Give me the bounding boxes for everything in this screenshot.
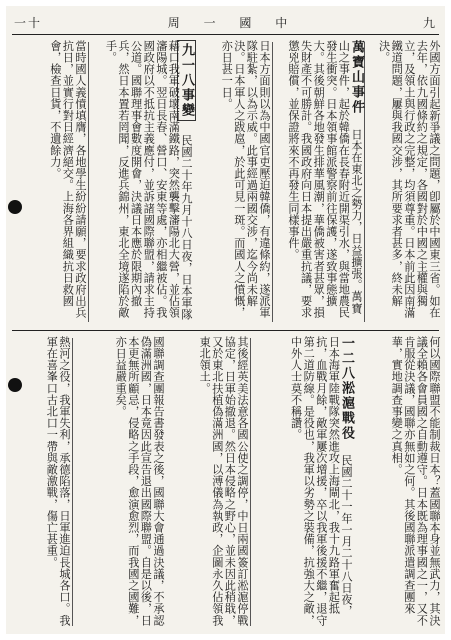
lower-column-e: 熱河之役，我軍失利，承德陷落，日軍進迫長城各口。我軍在喜峯口古北口一帶與敵激戰，傷亡甚重。 xyxy=(45,336,71,626)
upper-column-a: 外國方面引起新爭議之問題，卽屬於中國東三省。如在去年，依九國條約之規定，各國對於中國之主權與獨立，及領土與行政之完整，均須尊重。日本前此因南滿鐵道問題，屢與我國交涉，其所要求者甚多，終未解決。 xyxy=(377,40,441,319)
column-divider xyxy=(364,42,365,322)
section-heading-918: 九一八事變 xyxy=(177,40,196,121)
upper-column-d-text: 民國二十年九月十八日夜，日本軍隊藉口我軍破壞南滿鐵路，突然襲擊瀋陽北大營，並佔領瀋陽城。翌日長春、營口、安東等處，亦相繼被佔。我國政府以不抵抗主義應付，並訴諸國際聯盟，請求主持公道。國聯理事會數度開會，決議日本應於限期內撤兵，然日本置若罔聞，反進兵錦州，東北全境遂陷於敵手。 xyxy=(104,40,193,321)
newspaper-page xyxy=(6,6,445,634)
column-divider xyxy=(272,42,273,322)
binding-hole xyxy=(8,378,22,392)
lower-column-c: 其後經英美法意各國公使之調停，中日兩國簽訂淞滬停戰協定，日軍始撤退。然日本侵略之野心，並未因此稍戢，又於東北扶植偽滿洲國，以溥儀為執政，企圖永久佔領我東北領土。 xyxy=(198,336,249,626)
upper-column-b-text: 日本在東北之勢力，日益擴張。萬寶山之事件，起於韓僑在長春附近開渠引水，與當地農民發生衝突。日本領事館派警察前往保護，遂致事態擴大。其後朝鮮各地發生排華風潮，華僑被害者甚眾，損失財產不可勝計。我國政府向日本提出嚴重抗議，要求懲兇賠償，並保證將來不再發生同樣事件。 xyxy=(287,40,363,319)
upper-column-b xyxy=(276,40,362,324)
lower-column-b xyxy=(254,336,352,628)
lower-column-d: 國聯調查團報告書發表之後，國聯大會通過決議，不承認偽滿洲國，日本竟因此宣告退出國際聯盟。自是以後，日本更無所顧忌，侵略之手段，愈演愈烈，而我國之國難，亦日益嚴重矣。 xyxy=(114,336,165,626)
column-divider xyxy=(250,338,251,626)
page-header xyxy=(14,10,437,34)
middle-rule xyxy=(12,330,439,331)
upper-column-c: 日本方面則以為中國官吏壓迫韓僑，有違條約，遂派軍隊駐紮，以為示威。此事經過兩國交涉，迄今尚未解決。日本軍人之跋扈，於此可見一斑。而國人之憤慨，亦日甚一日。 xyxy=(220,40,271,319)
binding-hole xyxy=(8,200,22,214)
upper-column-d xyxy=(92,40,192,324)
section-heading-128: 一二八淞滬戰役 xyxy=(339,336,354,441)
lower-column-b-text: 民國二十一年一月二十八日夜，日本海軍陸戰隊突然進攻上海閘北，我十九路軍奮起抵抗，血戰月餘，敵軍屢次增援，卒以我軍後援不繼，退守第二道防線。是役也，我軍以劣勢之裝備，抗強大之敵，中外人士莫不稱讚。 xyxy=(289,336,353,626)
section-heading-wanbaoshan: 萬寶山事件 xyxy=(349,40,364,115)
column-divider xyxy=(88,42,89,322)
page-number-left: 一十 xyxy=(14,15,43,30)
header-rule xyxy=(12,34,439,35)
column-divider xyxy=(72,338,73,626)
upper-column-e: 當時國人義憤填膺，各地學生紛紛請願，要求政府出兵抗日，並實行對日經濟絕交。上海各界組織抗日救國會，檢查日貨，不遺餘力。 xyxy=(48,40,87,319)
lower-column-a: 何以國際聯盟不能制裁日本？蓋國聯本身並無武力，其決議全賴各會員國之自動遵守。日本既為理事國之一，又不肯服從決議，國聯亦無如之何。其後國聯派遣調查團來華，實地調查事變之真相。 xyxy=(390,336,441,626)
page-number-right: 九 xyxy=(422,15,437,30)
page-title: 周 一 國 中 xyxy=(167,15,298,30)
